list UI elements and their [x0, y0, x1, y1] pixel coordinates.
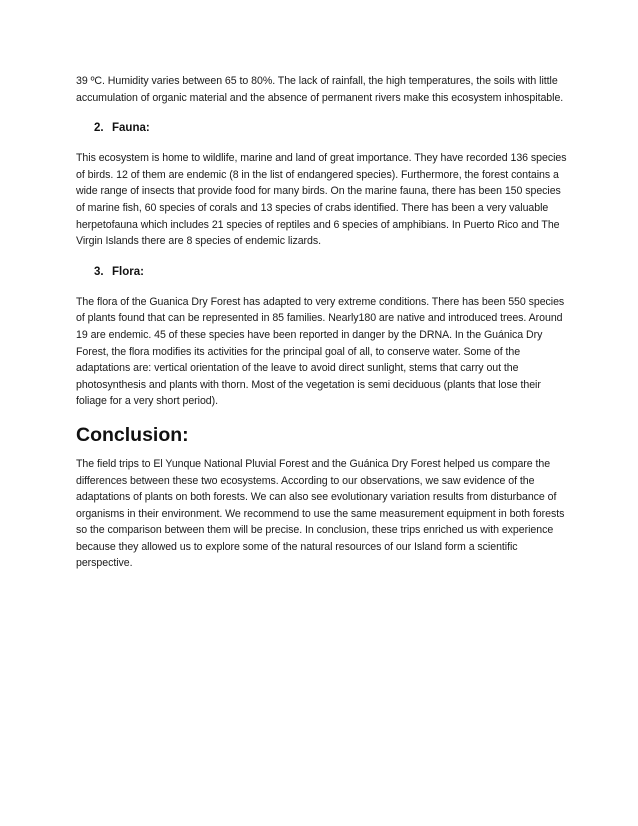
flora-heading-title: Flora:: [112, 265, 144, 278]
conclusion-title: Conclusion:: [76, 423, 189, 446]
flora-heading: [94, 264, 568, 280]
flora-paragraph: The flora of the Guanica Dry Forest has adapted to very extreme conditions. There has been 550 species of plants found that can be represented in 85 families. Nearly180 are native and introduced trees. Around 19 are endemic. 45 of these species have been reported in danger by the DRNA. In the Guánica Dry Forest, the flora modifies its activities for the principal goal of all, to conserve water. Some of the adaptations are: vertical orientation of the leave to avoid direct sunlight, stems that carry out the photosynthesis and plants with thorn. Most of the vegetation is semi deciduous (plants that lose their foliage for a very short period).: [76, 295, 565, 408]
fauna-paragraph: This ecosystem is home to wildlife, marine and land of great importance. They have recorded 136 species of birds. 12 of them are endemic (8 in the list of endangered species). Furthermore, the forest contains a wide range of insects that provide food for many birds. On the marine fauna, there has been 150 species of marine fish, 60 species of corals and 13 species of crabs identified. There has been a very valuable herpetofauna which includes 21 species of reptiles and 6 species of amphibians. In Puerto Rico and The Virgin Islands there are 8 species of endemic lizards.: [76, 152, 567, 248]
intro-paragraph: 39 ºC. Humidity varies between 65 to 80%. The lack of rainfall, the high temperatures, the soils with little accumulation of organic material and the absence of permanent rivers make this ecosystem inhospitable.: [76, 75, 564, 104]
fauna-heading-number: 2.: [94, 122, 104, 135]
conclusion-paragraph: The field trips to El Yunque National Pluvial Forest and the Guánica Dry Forest helped us compare the differences between these two ecosystems. According to our observations, we saw evidence of the adaptations of plants on both forests. We can also see evolutionary variation results from disturbance of organisms in their environment. We recommend to use the same measurement equipment in both forests so the comparison between them will be precise. In conclusion, these trips enriched us with experience because they allowed us to explore some of the natural resources of our Island form a scientific perspective.: [76, 457, 565, 570]
fauna-heading-title: Fauna:: [112, 122, 150, 135]
document-page: [76, 73, 568, 572]
fauna-heading: [94, 120, 568, 136]
flora-heading-number: 3.: [94, 265, 104, 278]
